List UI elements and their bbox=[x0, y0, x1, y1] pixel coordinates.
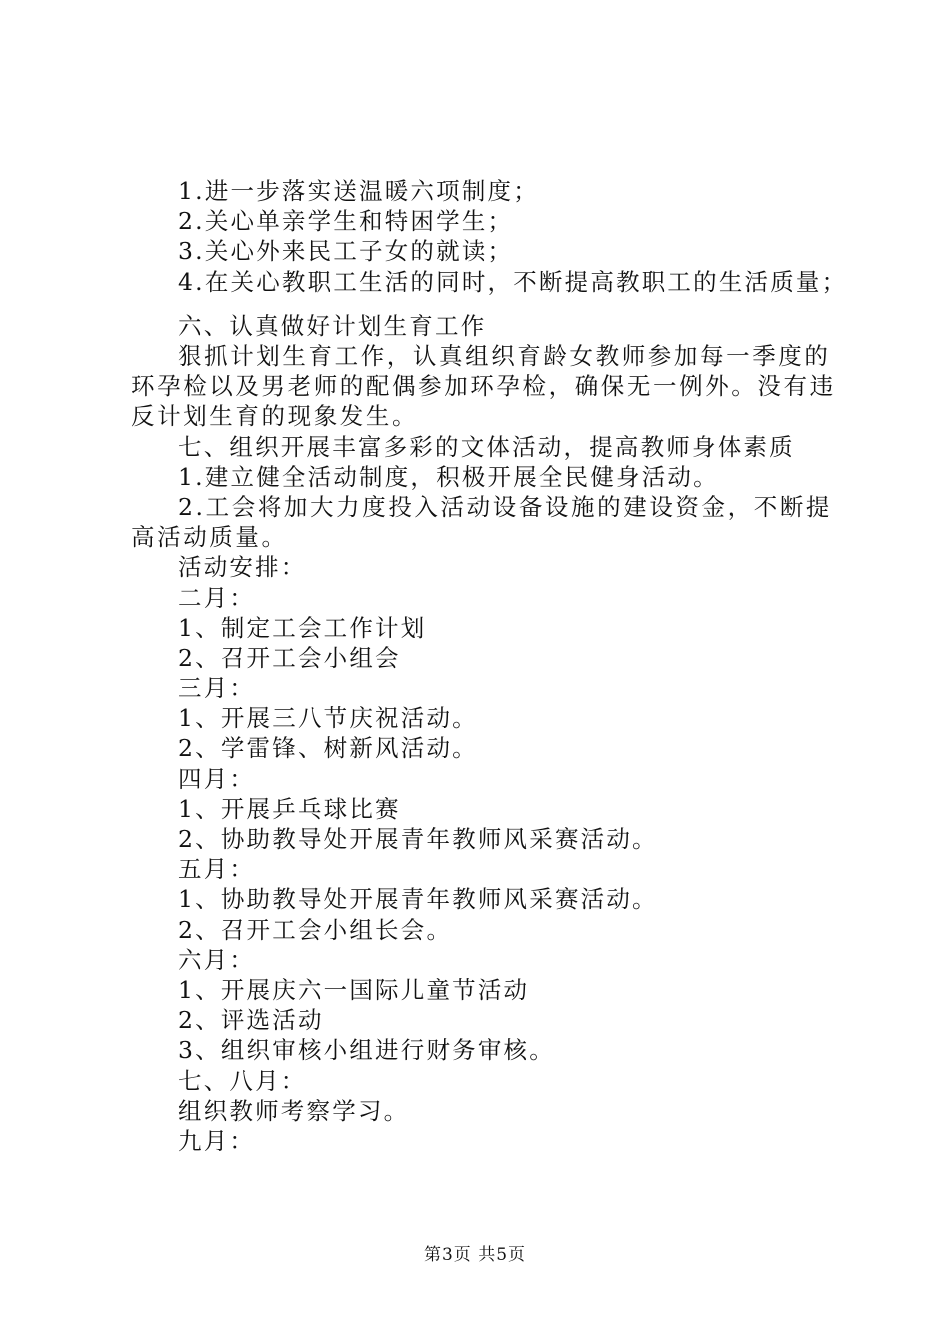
schedule-item: 2、召开工会小组会 bbox=[178, 643, 401, 672]
schedule-item: 1、制定工会工作计划 bbox=[178, 613, 427, 642]
month-february: 二月： bbox=[178, 583, 256, 612]
section-6-body: 狠抓计划生育工作，认真组织育龄女教师参加每一季度的环孕检以及男老师的配偶参加环孕检，确保无一例外。没有违反计划生育的现象发生。 bbox=[131, 341, 836, 431]
schedule-item: 1、开展庆六一国际儿童节活动 bbox=[178, 975, 530, 1004]
paragraph-item-1: 1.进一步落实送温暖六项制度； bbox=[178, 177, 539, 205]
month-june: 六月： bbox=[178, 945, 256, 974]
schedule-item: 2、评选活动 bbox=[178, 1006, 324, 1035]
section-7-item-2: 2.工会将加大力度投入活动设备设施的建设资金，不断提高活动质量。 bbox=[131, 492, 833, 552]
paragraph-item-2: 2.关心单亲学生和特困学生； bbox=[178, 207, 514, 236]
month-may: 五月： bbox=[178, 855, 256, 884]
schedule-heading: 活动安排： bbox=[178, 553, 307, 582]
schedule-item: 2、召开工会小组长会。 bbox=[178, 915, 453, 944]
schedule-item: 3、组织审核小组进行财务审核。 bbox=[178, 1036, 555, 1065]
page-number-footer: 第3页 共5页 bbox=[423, 1245, 527, 1265]
month-september: 九月： bbox=[178, 1126, 256, 1155]
document-body bbox=[131, 176, 848, 1156]
schedule-item: 组织教师考察学习。 bbox=[178, 1096, 410, 1125]
month-july-august: 七、八月： bbox=[178, 1066, 307, 1095]
paragraph-item-4: 4.在关心教职工生活的同时，不断提高教职工的生活质量； bbox=[178, 267, 848, 296]
section-heading-6: 六、认真做好计划生育工作 bbox=[178, 311, 487, 340]
schedule-item: 1、开展三八节庆祝活动。 bbox=[178, 704, 478, 733]
paragraph-item-3: 3.关心外来民工子女的就读； bbox=[178, 237, 514, 266]
section-7-item-1: 1.建立健全活动制度，积极开展全民健身活动。 bbox=[178, 462, 719, 491]
schedule-item: 2、协助教导处开展青年教师风采赛活动。 bbox=[178, 825, 658, 854]
schedule-item: 1、协助教导处开展青年教师风采赛活动。 bbox=[178, 885, 658, 914]
section-heading-7: 七、组织开展丰富多彩的文体活动，提高教师身体素质 bbox=[178, 432, 795, 461]
month-april: 四月： bbox=[178, 764, 256, 793]
month-march: 三月： bbox=[178, 674, 256, 703]
schedule-item: 1、开展乒乓球比赛 bbox=[178, 794, 401, 823]
schedule-item: 2、学雷锋、树新风活动。 bbox=[178, 734, 478, 763]
paragraph-gap bbox=[131, 297, 836, 311]
